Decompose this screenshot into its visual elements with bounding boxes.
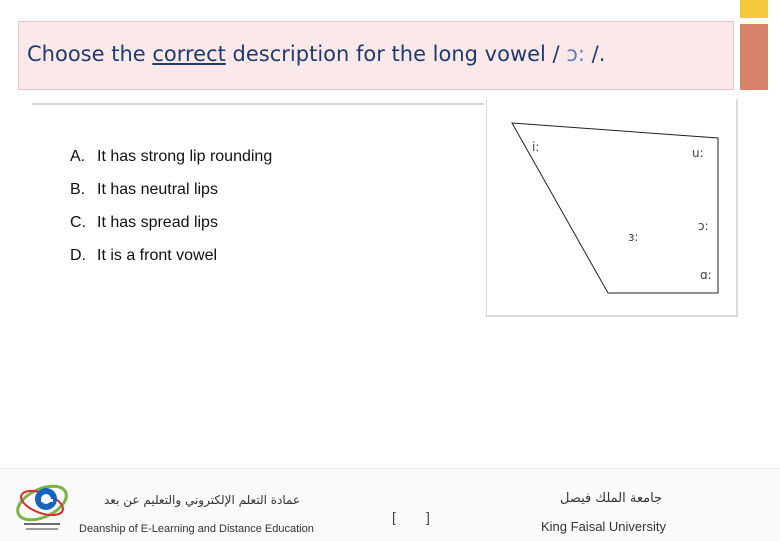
question-title bbox=[27, 42, 605, 66]
vowel-quadrilateral bbox=[512, 123, 718, 293]
deanship-name-english: Deanship of E-Learning and Distance Education bbox=[79, 523, 314, 535]
university-name-arabic: جامعة الملك فيصل bbox=[560, 491, 663, 506]
slide-number-bracket-right: ] bbox=[426, 509, 430, 525]
deanship-name-arabic: عمادة التعلم الإلكتروني والتعليم عن بعد bbox=[104, 493, 301, 507]
accent-block-orange bbox=[740, 24, 768, 90]
answer-options bbox=[70, 148, 272, 280]
title-bar bbox=[18, 21, 734, 90]
option-c[interactable] bbox=[70, 214, 272, 247]
option-letter: C. bbox=[70, 214, 86, 231]
option-b[interactable] bbox=[70, 181, 272, 214]
option-letter: A. bbox=[70, 148, 86, 165]
option-text: It has spread lips bbox=[97, 214, 218, 231]
vowel-label-open-o: ɔ: bbox=[698, 219, 709, 233]
accent-block-yellow bbox=[740, 0, 768, 18]
title-vowel: ɔ: bbox=[566, 42, 585, 66]
university-name-english: King Faisal University bbox=[541, 519, 666, 534]
elearning-logo-icon bbox=[12, 477, 72, 535]
footer bbox=[0, 468, 780, 541]
vowel-chart bbox=[486, 99, 738, 317]
slide-number-bracket-left: [ bbox=[392, 509, 396, 525]
title-middle: description for the long vowel / bbox=[225, 42, 567, 66]
option-d[interactable] bbox=[70, 247, 272, 280]
title-prefix: Choose the bbox=[27, 42, 153, 66]
vowel-label-schwa: ɜ: bbox=[628, 230, 639, 244]
option-text: It has strong lip rounding bbox=[97, 148, 273, 165]
option-a[interactable] bbox=[70, 148, 272, 181]
vowel-label-i: i: bbox=[532, 140, 540, 154]
title-suffix: /. bbox=[584, 42, 606, 66]
vowel-label-a: ɑ: bbox=[700, 268, 712, 282]
option-letter: D. bbox=[70, 247, 86, 264]
option-text: It has neutral lips bbox=[97, 181, 218, 198]
option-letter: B. bbox=[70, 181, 86, 198]
divider-line bbox=[32, 103, 484, 105]
option-text: It is a front vowel bbox=[97, 247, 218, 264]
title-emphasis: correct bbox=[152, 42, 226, 66]
vowel-label-u: u: bbox=[692, 146, 704, 160]
